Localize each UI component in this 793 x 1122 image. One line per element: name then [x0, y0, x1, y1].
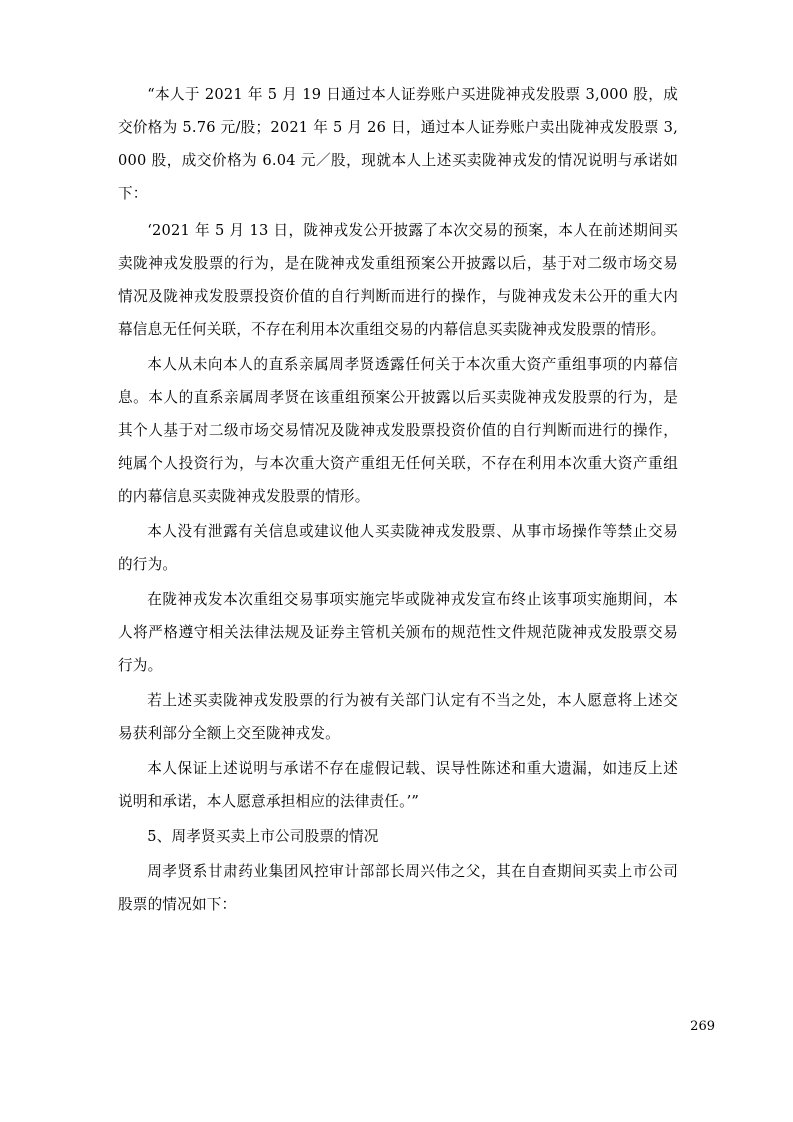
paragraph: “本人于 2021 年 5 月 19 日通过本人证券账户买进陇神戎发股票 3,000 股，成交价格为 5.76 元/股；2021 年 5 月 26 日，通过本人证券账户卖出陇神戎发股票 3,000 股，成交价格为 6.04 元／股，现就本人上述买卖陇神戎发的情况说明与承诺如下： [118, 86, 678, 202]
paragraph: 若上述买卖陇神戎发股票的行为被有关部门认定有不当之处，本人愿意将上述交易获利部分全额上交至陇神戎发。 [118, 692, 678, 742]
paragraph: ‘2021 年 5 月 13 日，陇神戎发公开披露了本次交易的预案，本人在前述期间买卖陇神戎发股票的行为，是在陇神戎发重组预案公开披露以后，基于对二级市场交易情况及陇神戎发股票投资价值的自行判断而进行的操作，与陇神戎发未公开的重大内幕信息无任何关联，不存在利用本次重组交易的内幕信息买卖陇神戎发股票的情形。 [118, 222, 678, 338]
section-heading: 5、周孝贤买卖上市公司股票的情况 [147, 828, 379, 845]
document-body [118, 78, 678, 923]
paragraph: 在陇神戎发本次重组交易事项实施完毕或陇神戎发宣布终止该事项实施期间，本人将严格遵守相关法律法规及证券主管机关颁布的规范性文件规范陇神戎发股票交易行为。 [118, 591, 678, 674]
paragraph: 本人保证上述说明与承诺不存在虚假记载、误导性陈述和重大遗漏，如违反上述说明和承诺，本人愿意承担相应的法律责任。’” [118, 760, 678, 810]
page-number: 269 [690, 1019, 715, 1034]
paragraph: 本人从未向本人的直系亲属周孝贤透露任何关于本次重大资产重组事项的内幕信息。本人的直系亲属周孝贤在该重组预案公开披露以后买卖陇神戎发股票的行为，是其个人基于对二级市场交易情况及陇神戎发股票投资价值的自行判断而进行的操作，纯属个人投资行为，与本次重大资产重组无任何关联，不存在利用本次重大资产重组的内幕信息买卖陇神戎发股票的情形。 [118, 356, 678, 505]
paragraph: 周孝贤系甘肃药业集团风控审计部部长周兴伟之父，其在自查期间买卖上市公司股票的情况如下： [118, 863, 678, 913]
paragraph: 本人没有泄露有关信息或建议他人买卖陇神戎发股票、从事市场操作等禁止交易的行为。 [118, 523, 678, 573]
